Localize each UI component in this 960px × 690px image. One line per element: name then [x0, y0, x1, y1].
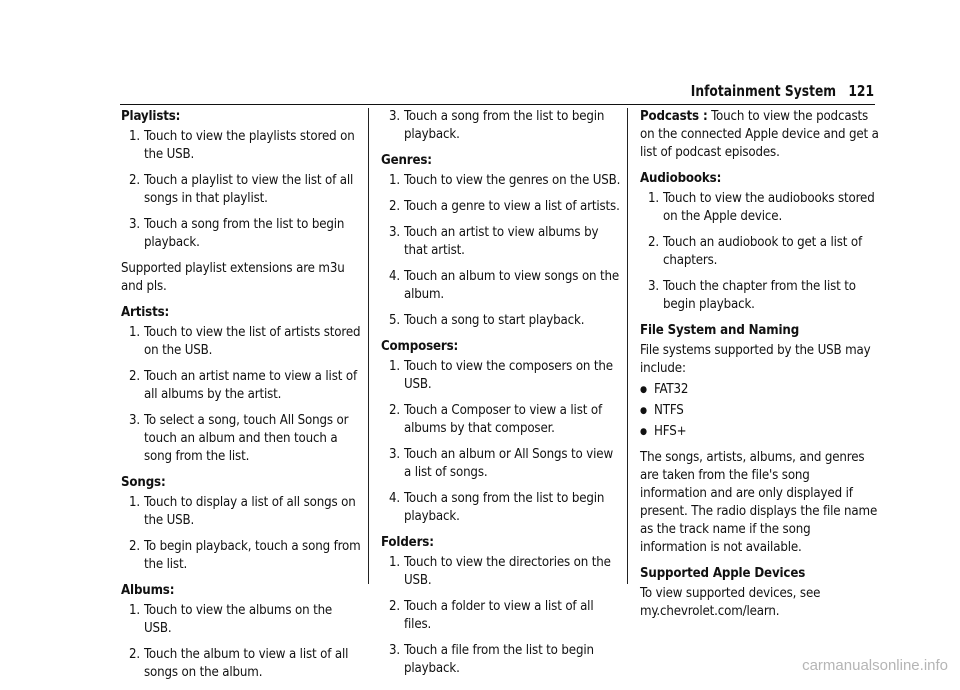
list-number: 1.	[128, 129, 140, 144]
list-number: 1.	[647, 191, 659, 206]
list-number: 4.	[388, 269, 400, 284]
list-number: 1.	[128, 325, 140, 340]
list-item	[381, 198, 621, 216]
list-item-text: Touch a folder to view a list of all files.	[404, 599, 594, 632]
composers-heading: Composers:	[381, 339, 459, 354]
list-item	[121, 324, 361, 360]
list-item	[640, 190, 880, 226]
list-item	[121, 494, 361, 530]
list-number: 3.	[388, 643, 400, 658]
list-number: 2.	[128, 369, 140, 384]
list-item-text: Touch an audiobook to get a list of chapters.	[663, 235, 863, 268]
file-system-intro: File systems supported by the USB may include:	[640, 343, 871, 376]
section-title: Infotainment System	[690, 82, 837, 100]
list-item	[121, 646, 361, 682]
list-item	[381, 554, 621, 590]
list-item-text: Touch a song from the list to begin playback.	[144, 217, 345, 250]
list-item-text: Touch a playlist to view the list of all songs in that playlist.	[144, 173, 354, 206]
list-item	[640, 278, 880, 314]
list-item-text: Touch the chapter from the list to begin playback.	[663, 279, 856, 312]
list-number: 1.	[388, 173, 400, 188]
artists-heading: Artists:	[121, 305, 170, 320]
folders-heading: Folders:	[381, 535, 434, 550]
list-item-text: Touch a song from the list to begin playback.	[404, 491, 605, 524]
list-item-text: Touch an artist name to view a list of all albums by the artist.	[144, 369, 357, 402]
list-item	[381, 268, 621, 304]
column-1	[121, 108, 361, 690]
list-number: 5.	[388, 313, 400, 328]
list-item-text: Touch to view the composers on the USB.	[404, 359, 613, 392]
list-item-text: Touch to view the list of artists stored on the USB.	[144, 325, 361, 358]
list-item	[121, 216, 361, 252]
bullet-icon: ●	[640, 427, 647, 437]
genres-heading: Genres:	[381, 153, 432, 168]
list-item	[121, 368, 361, 404]
column-divider-2	[627, 108, 628, 584]
column-3	[640, 108, 880, 629]
playlists-heading: Playlists:	[121, 109, 181, 124]
page-number: 121	[848, 82, 874, 100]
bullet-item	[640, 423, 880, 441]
list-number: 1.	[388, 359, 400, 374]
list-item	[381, 358, 621, 394]
list-item-text: Touch a file from the list to begin playback.	[404, 643, 594, 676]
list-number: 2.	[128, 647, 140, 662]
list-number: 4.	[388, 491, 400, 506]
albums-heading: Albums:	[121, 583, 175, 598]
list-item	[381, 446, 621, 482]
list-item	[381, 172, 621, 190]
list-number: 3.	[388, 109, 400, 124]
bullet-text: HFS+	[654, 424, 687, 439]
bullet-text: NTFS	[654, 403, 684, 418]
list-item-text: Touch to view the directories on the USB.	[404, 555, 611, 588]
page-header	[650, 82, 874, 100]
list-item	[381, 490, 621, 526]
bullet-item	[640, 381, 880, 399]
list-item-text: Touch a genre to view a list of artists.	[404, 199, 620, 214]
column-divider-1	[368, 108, 369, 584]
podcasts-text: Touch to view the podcasts on the connected Apple device and get a list of podcast episodes.	[640, 109, 879, 160]
list-item-text: Touch an album to view songs on the album.	[404, 269, 620, 302]
list-item-text: Touch to display a list of all songs on the USB.	[144, 495, 356, 528]
songs-heading: Songs:	[121, 475, 166, 490]
list-item	[381, 224, 621, 260]
list-item	[381, 312, 621, 330]
list-item-text: Touch to view the genres on the USB.	[404, 173, 621, 188]
list-item	[381, 642, 621, 678]
watermark: carmanualsonline.info	[802, 657, 948, 674]
column-2	[381, 108, 621, 686]
list-item	[381, 108, 621, 144]
list-number: 1.	[128, 603, 140, 618]
podcasts-label: Podcasts :	[640, 109, 708, 124]
list-item	[121, 602, 361, 638]
list-item-text: Touch to view the playlists stored on the USB.	[144, 129, 355, 162]
list-item-text: To select a song, touch All Songs or touch an album and then touch a song from the list.	[144, 413, 349, 464]
list-number: 3.	[647, 279, 659, 294]
bullet-icon: ●	[640, 406, 647, 416]
list-item	[381, 402, 621, 438]
list-item-text: Touch to view the albums on the USB.	[144, 603, 333, 636]
list-item-text: Touch a Composer to view a list of albums by that composer.	[404, 403, 602, 436]
apple-devices-text: To view supported devices, see my.chevrolet.com/learn.	[640, 586, 821, 619]
bullet-item	[640, 402, 880, 420]
playlist-extensions-note: Supported playlist extensions are m3u and pls.	[121, 261, 345, 294]
list-number: 3.	[128, 413, 140, 428]
list-number: 1.	[388, 555, 400, 570]
list-number: 3.	[388, 447, 400, 462]
audiobooks-heading: Audiobooks:	[640, 171, 722, 186]
list-item	[121, 172, 361, 208]
list-item	[121, 128, 361, 164]
list-number: 2.	[388, 403, 400, 418]
bullet-icon: ●	[640, 385, 647, 395]
file-system-heading: File System and Naming	[640, 323, 800, 338]
list-item	[121, 412, 361, 466]
header-rule	[120, 104, 875, 105]
list-item	[640, 234, 880, 270]
bullet-text: FAT32	[654, 382, 689, 397]
file-system-note: The songs, artists, albums, and genres are taken from the file's song information and are only displayed if present. The radio displays the file name as the track name if the song information is not available.	[640, 450, 878, 555]
podcasts-paragraph	[640, 108, 880, 162]
list-item-text: Touch the album to view a list of all songs on the album.	[144, 647, 349, 680]
list-item-text: Touch an artist to view albums by that artist.	[404, 225, 599, 258]
list-number: 2.	[128, 539, 140, 554]
list-number: 3.	[388, 225, 400, 240]
list-item-text: Touch to view the audiobooks stored on the Apple device.	[663, 191, 875, 224]
list-item	[381, 598, 621, 634]
list-number: 2.	[388, 199, 400, 214]
list-number: 2.	[128, 173, 140, 188]
list-item-text: Touch a song from the list to begin playback.	[404, 109, 605, 142]
list-item	[121, 538, 361, 574]
list-number: 3.	[128, 217, 140, 232]
list-item-text: To begin playback, touch a song from the list.	[144, 539, 361, 572]
list-item-text: Touch an album or All Songs to view a list of songs.	[404, 447, 614, 480]
list-item-text: Touch a song to start playback.	[404, 313, 585, 328]
list-number: 1.	[128, 495, 140, 510]
list-number: 2.	[647, 235, 659, 250]
apple-devices-heading: Supported Apple Devices	[640, 566, 806, 581]
list-number: 2.	[388, 599, 400, 614]
